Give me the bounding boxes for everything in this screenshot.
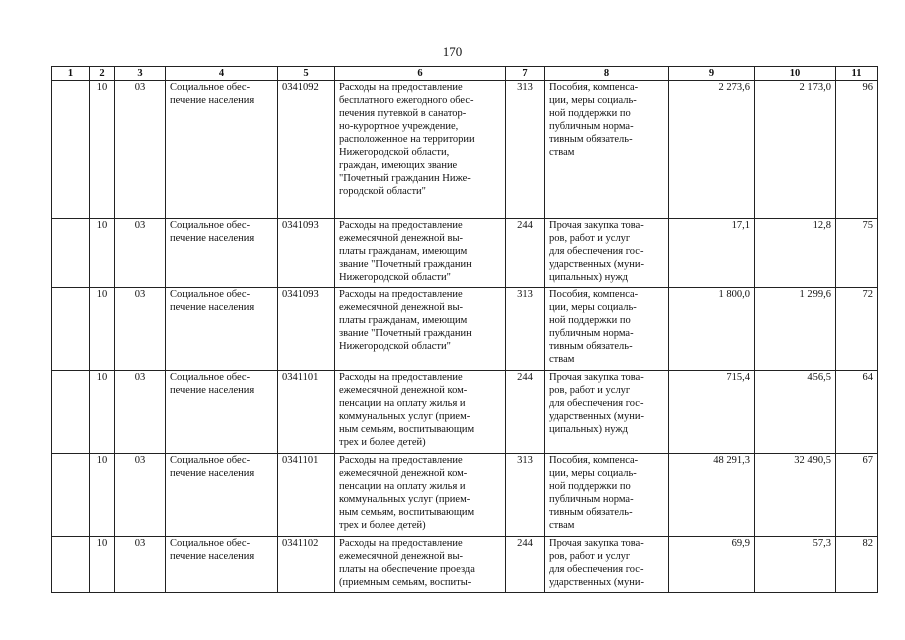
cell-section: 10 [90, 371, 115, 454]
cell-expense-type: Прочая закупка това- ров, работ и услуг для обеспечения гос- ударственных (муни- ципальных) нужд [545, 371, 669, 454]
cell-col1 [52, 81, 90, 219]
col-header: 5 [278, 67, 335, 81]
cell-percent: 64 [836, 371, 878, 454]
cell-target-code: 0341093 [278, 219, 335, 288]
cell-section-name: Социальное обес- печение населения [166, 288, 278, 371]
cell-actual: 12,8 [755, 219, 836, 288]
cell-plan: 48 291,3 [669, 454, 755, 537]
cell-col1 [52, 454, 90, 537]
cell-expense-type: Прочая закупка това- ров, работ и услуг для обеспечения гос- ударственных (муни- [545, 537, 669, 593]
cell-percent: 67 [836, 454, 878, 537]
cell-percent: 75 [836, 219, 878, 288]
cell-actual: 32 490,5 [755, 454, 836, 537]
cell-description: Расходы на предоставление бесплатного ежегодного обес- печения путевкой в санатор- но-курортное учреждение, расположенное на территории Нижегородской области, граждан, имеющих звание "Почетный гражданин Ниже- городской области" [335, 81, 506, 219]
cell-expense-code: 313 [506, 288, 545, 371]
cell-expense-type: Прочая закупка това- ров, работ и услуг для обеспечения гос- ударственных (муни- ципальных) нужд [545, 219, 669, 288]
col-header: 3 [115, 67, 166, 81]
col-header: 7 [506, 67, 545, 81]
cell-expense-code: 313 [506, 81, 545, 219]
cell-percent: 82 [836, 537, 878, 593]
cell-target-code: 0341101 [278, 371, 335, 454]
header-row [52, 67, 878, 81]
col-header: 8 [545, 67, 669, 81]
cell-subsection: 03 [115, 454, 166, 537]
table-row [52, 537, 878, 593]
cell-expense-type: Пособия, компенса- ции, меры социаль- ной поддержки по публичным норма- тивным обязатель- ствам [545, 81, 669, 219]
cell-target-code: 0341092 [278, 81, 335, 219]
cell-target-code: 0341102 [278, 537, 335, 593]
cell-section: 10 [90, 219, 115, 288]
cell-col1 [52, 371, 90, 454]
cell-description: Расходы на предоставление ежемесячной денежной вы- платы на обеспечение проезда (приемным семьям, воспиты- [335, 537, 506, 593]
cell-section-name: Социальное обес- печение населения [166, 371, 278, 454]
cell-section-name: Социальное обес- печение населения [166, 537, 278, 593]
cell-subsection: 03 [115, 81, 166, 219]
cell-section: 10 [90, 454, 115, 537]
col-header: 11 [836, 67, 878, 81]
cell-expense-code: 313 [506, 454, 545, 537]
table-row [52, 454, 878, 537]
table-row [52, 219, 878, 288]
col-header: 1 [52, 67, 90, 81]
col-header: 9 [669, 67, 755, 81]
cell-section: 10 [90, 288, 115, 371]
cell-expense-type: Пособия, компенса- ции, меры социаль- ной поддержки по публичным норма- тивным обязатель- ствам [545, 288, 669, 371]
table-row [52, 371, 878, 454]
cell-percent: 72 [836, 288, 878, 371]
cell-col1 [52, 219, 90, 288]
cell-col1 [52, 537, 90, 593]
cell-section-name: Социальное обес- печение населения [166, 81, 278, 219]
cell-section-name: Социальное обес- печение населения [166, 454, 278, 537]
col-header: 4 [166, 67, 278, 81]
cell-subsection: 03 [115, 288, 166, 371]
cell-expense-type: Пособия, компенса- ции, меры социаль- ной поддержки по публичным норма- тивным обязатель- ствам [545, 454, 669, 537]
cell-expense-code: 244 [506, 219, 545, 288]
col-header: 6 [335, 67, 506, 81]
cell-subsection: 03 [115, 219, 166, 288]
cell-target-code: 0341101 [278, 454, 335, 537]
cell-actual: 456,5 [755, 371, 836, 454]
cell-actual: 57,3 [755, 537, 836, 593]
cell-percent: 96 [836, 81, 878, 219]
cell-actual: 2 173,0 [755, 81, 836, 219]
page-number: 170 [442, 44, 463, 59]
cell-description: Расходы на предоставление ежемесячной денежной ком- пенсации на оплату жилья и коммунальных услуг (прием- ным семьям, воспитывающим трех и более детей) [335, 454, 506, 537]
cell-section: 10 [90, 81, 115, 219]
table-row [52, 288, 878, 371]
cell-target-code: 0341093 [278, 288, 335, 371]
cell-plan: 17,1 [669, 219, 755, 288]
col-header: 2 [90, 67, 115, 81]
cell-col1 [52, 288, 90, 371]
cell-description: Расходы на предоставление ежемесячной денежной вы- платы гражданам, имеющим звание "Почетный гражданин Нижегородской области" [335, 288, 506, 371]
cell-expense-code: 244 [506, 371, 545, 454]
cell-description: Расходы на предоставление ежемесячной денежной ком- пенсации на оплату жилья и коммунальных услуг (прием- ным семьям, воспитывающим трех и более детей) [335, 371, 506, 454]
cell-section-name: Социальное обес- печение населения [166, 219, 278, 288]
cell-plan: 2 273,6 [669, 81, 755, 219]
cell-subsection: 03 [115, 371, 166, 454]
table-row [52, 81, 878, 219]
cell-description: Расходы на предоставление ежемесячной денежной вы- платы гражданам, имеющим звание "Почетный гражданин Нижегородской области" [335, 219, 506, 288]
cell-plan: 1 800,0 [669, 288, 755, 371]
cell-plan: 69,9 [669, 537, 755, 593]
cell-plan: 715,4 [669, 371, 755, 454]
cell-subsection: 03 [115, 537, 166, 593]
budget-table [51, 66, 878, 593]
cell-expense-code: 244 [506, 537, 545, 593]
col-header: 10 [755, 67, 836, 81]
cell-actual: 1 299,6 [755, 288, 836, 371]
cell-section: 10 [90, 537, 115, 593]
